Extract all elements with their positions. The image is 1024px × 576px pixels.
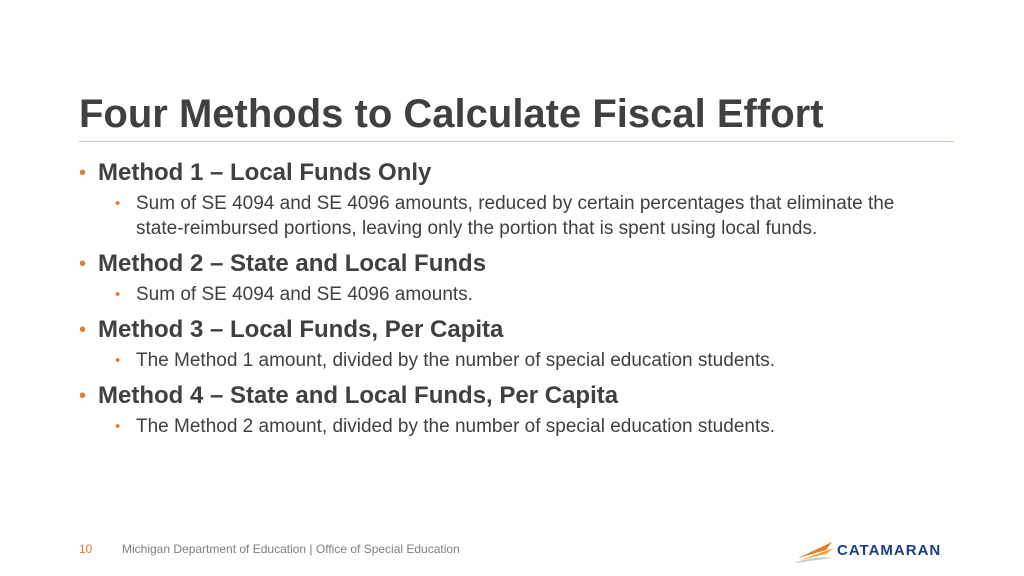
method-detail xyxy=(115,414,939,439)
method-detail xyxy=(115,348,939,373)
method-heading-text: Method 2 – State and Local Funds xyxy=(98,250,487,277)
title-divider xyxy=(79,141,954,142)
slide-title: Four Methods to Calculate Fiscal Effort xyxy=(79,92,824,136)
method-detail-text: Sum of SE 4094 and SE 4096 amounts. xyxy=(136,284,473,305)
method-heading xyxy=(79,314,939,346)
methods-list xyxy=(79,157,939,439)
bullet-icon: • xyxy=(115,352,121,369)
page-number: 10 xyxy=(79,542,93,556)
method-detail-text: The Method 2 amount, divided by the number of special education students. xyxy=(136,416,776,437)
method-heading-text: Method 3 – Local Funds, Per Capita xyxy=(98,316,504,343)
catamaran-logo xyxy=(796,536,956,564)
method-detail xyxy=(115,191,939,241)
method-heading xyxy=(79,157,939,189)
logo-text: CATAMARAN xyxy=(837,542,942,559)
bullet-icon: • xyxy=(115,418,121,435)
method-detail-text: The Method 1 amount, divided by the number of special education students. xyxy=(136,350,776,371)
method-heading-text: Method 1 – Local Funds Only xyxy=(98,159,432,186)
method-detail xyxy=(115,282,939,307)
method-detail-text: Sum of SE 4094 and SE 4096 amounts, reduced by certain percentages that eliminate the state-reimbursed portions, leaving only the portion that is spent using local funds. xyxy=(136,193,895,239)
bullet-icon: • xyxy=(79,253,87,275)
method-heading xyxy=(79,248,939,280)
bullet-icon: • xyxy=(79,385,87,407)
footer-text: Michigan Department of Education | Office of Special Education xyxy=(122,542,460,556)
bullet-icon: • xyxy=(79,319,87,341)
bullet-icon: • xyxy=(79,162,87,184)
method-heading-text: Method 4 – State and Local Funds, Per Capita xyxy=(98,382,619,409)
method-heading xyxy=(79,380,939,412)
bullet-icon: • xyxy=(115,286,121,303)
bullet-icon: • xyxy=(115,195,121,212)
catamaran-sail-icon xyxy=(796,536,836,564)
